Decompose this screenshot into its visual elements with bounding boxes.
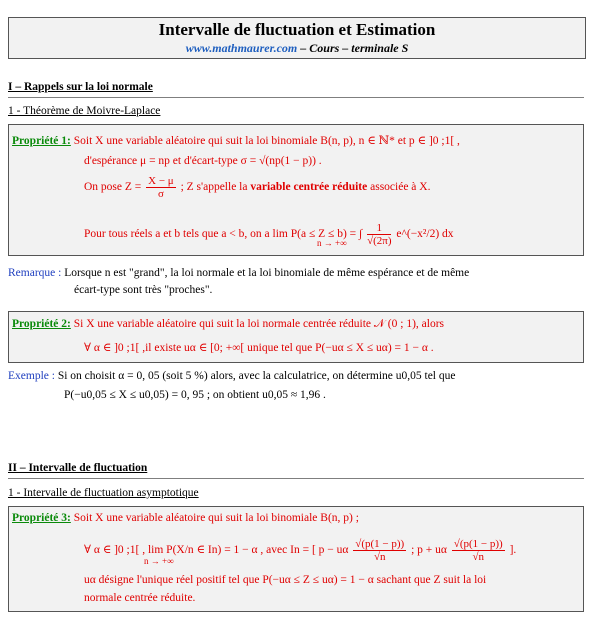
remark-label: Remarque : bbox=[8, 267, 62, 279]
section-1-rule bbox=[8, 97, 584, 98]
property-3-label: Propriété 3: bbox=[12, 512, 71, 524]
property-2-line-1: Propriété 2: Si X une variable aléatoire qui suit la loi normale centrée réduite 𝒩 (0 ; 1), alors bbox=[12, 318, 444, 330]
example-label: Exemple : bbox=[8, 370, 55, 382]
property-2-line-2: ∀ α ∈ ]0 ;1[ ,il existe uα ∈ [0; +∞[ unique tel que P(−uα ≤ X ≤ uα) = 1 − α . bbox=[84, 342, 434, 354]
section-1-title: I – Rappels sur la loi normale bbox=[8, 81, 153, 93]
limit-subscript-2: n → +∞ bbox=[144, 556, 174, 566]
property-3-line-4: normale centrée réduite. bbox=[84, 592, 196, 604]
document-title: Intervalle de fluctuation et Estimation bbox=[158, 20, 436, 39]
remark-line-2: écart-type sont très "proches". bbox=[74, 284, 213, 296]
document-header bbox=[8, 17, 586, 59]
property-3-line-2: ∀ α ∈ ]0 ;1[ , lim P(X/n ∈ In) = 1 − α , avec In = [ p − uα $\frac{√(p(1 - p))}{√n}$ ; p + uα $\frac{√(p(1 - p))}{√n}$ ]. bbox=[84, 538, 517, 563]
property-1-line-2: d'espérance μ = np et d'écart-type σ = √(np(1 − p)) . bbox=[84, 155, 322, 167]
section-2-rule bbox=[8, 478, 584, 479]
ic-fraction-right: $\frac{√(p(1 - p))}{√n}$ bbox=[453, 538, 503, 563]
subsection-1-title: 1 - Théorème de Moivre-Laplace bbox=[8, 105, 161, 117]
property-1-line-3: On pose Z = $\frac{X - \mu}{\sigma}$ ; Z s'appelle la variable centrée réduite associée à X. bbox=[84, 175, 431, 200]
document-subtitle: www.mathmaurer.com – Cours – terminale S bbox=[185, 41, 409, 55]
z-fraction: $\frac{X - \mu}{\sigma}$ bbox=[148, 175, 174, 200]
example-line-2: P(−u0,05 ≤ X ≤ u0,05) = 0, 95 ; on obtient u0,05 ≈ 1,96 . bbox=[64, 389, 326, 401]
property-3-line-3: uα désigne l'unique réel positif tel que P(−uα ≤ Z ≤ uα) = 1 − α sachant que Z suit la loi bbox=[84, 574, 487, 586]
property-1-line-4: Pour tous réels a et b tels que a < b, on a lim P(a ≤ Z ≤ b) = ∫ $\frac{1}{√(2\pi)}$ e^(−x²/2) dx bbox=[84, 222, 454, 247]
limit-subscript: n → +∞ bbox=[317, 238, 347, 248]
ic-fraction-left: $\frac{√(p(1 - p))}{√n}$ bbox=[355, 538, 405, 563]
site-link[interactable]: www.mathmaurer.com bbox=[185, 41, 298, 55]
property-3-line-1: Propriété 3: Soit X une variable aléatoire qui suit la loi binomiale B(n, p) ; bbox=[12, 512, 359, 524]
example-line-1: Exemple : Si on choisit α = 0, 05 (soit 5 %) alors, avec la calculatrice, on détermine u0,05 tel que bbox=[8, 370, 456, 382]
remark-line-1: Remarque : Lorsque n est "grand", la loi normale et la loi binomiale de même espérance et de même bbox=[8, 267, 470, 279]
gauss-fraction: $\frac{1}{√(2\pi)}$ bbox=[367, 222, 392, 247]
property-1-label: Propriété 1: bbox=[12, 135, 71, 147]
property-2-label: Propriété 2: bbox=[12, 318, 71, 330]
section-2-title: II – Intervalle de fluctuation bbox=[8, 462, 148, 474]
property-1-line-1: Propriété 1: Soit X une variable aléatoire qui suit la loi binomiale B(n, p), n ∈ ℕ* et p ∈ ]0 ;1[ , bbox=[12, 135, 460, 147]
subsection-2-title: 1 - Intervalle de fluctuation asymptotique bbox=[8, 487, 199, 499]
